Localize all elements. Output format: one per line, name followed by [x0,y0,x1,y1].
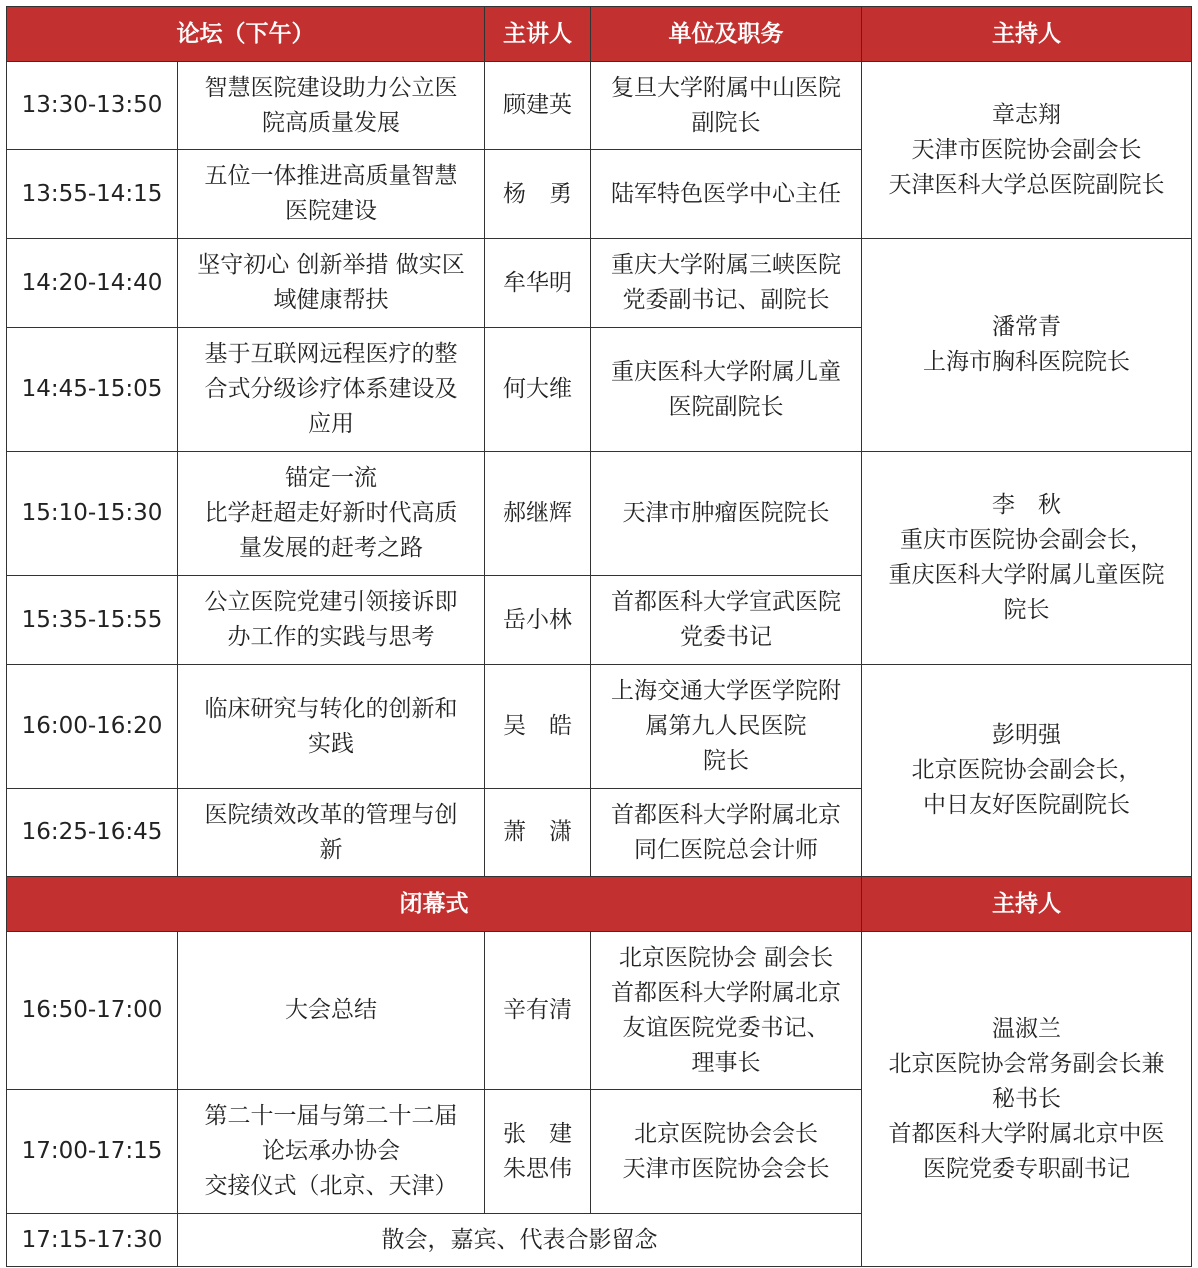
speaker-cell: 岳小林 [485,576,591,665]
speaker-cell: 何大维 [485,328,591,452]
table-row [7,665,1192,789]
topic-cell: 临床研究与转化的创新和 实践 [178,665,485,789]
header-forum: 论坛（下午） [7,7,485,62]
unit-cell: 上海交通大学医学院附 属第九人民医院 院长 [591,665,862,789]
table-row [7,932,1192,1090]
speaker-cell: 辛有清 [485,932,591,1090]
unit-cell: 首都医科大学宣武医院 党委书记 [591,576,862,665]
unit-cell: 复旦大学附属中山医院 副院长 [591,62,862,150]
topic-cell: 基于互联网远程医疗的整 合式分级诊疗体系建设及 应用 [178,328,485,452]
time-cell: 13:55-14:15 [7,150,178,239]
unit-cell: 北京医院协会 副会长 首都医科大学附属北京 友谊医院党委书记、 理事长 [591,932,862,1090]
topic-cell: 坚守初心 创新举措 做实区 域健康帮扶 [178,239,485,328]
table-row [7,452,1192,576]
table-row [7,62,1192,150]
closing-title: 闭幕式 [7,877,862,932]
topic-cell: 智慧医院建设助力公立医 院高质量发展 [178,62,485,150]
speaker-cell: 杨 勇 [485,150,591,239]
unit-cell: 陆军特色医学中心主任 [591,150,862,239]
topic-cell: 医院绩效改革的管理与创 新 [178,789,485,877]
header-unit: 单位及职务 [591,7,862,62]
header-host: 主持人 [862,7,1192,62]
unit-cell: 首都医科大学附属北京 同仁医院总会计师 [591,789,862,877]
speaker-cell: 吴 皓 [485,665,591,789]
time-cell: 16:00-16:20 [7,665,178,789]
unit-cell: 北京医院协会会长 天津市医院协会会长 [591,1090,862,1214]
time-cell: 14:20-14:40 [7,239,178,328]
host-cell: 潘常青 上海市胸科医院院长 [862,239,1192,452]
time-cell: 16:50-17:00 [7,932,178,1090]
topic-cell: 大会总结 [178,932,485,1090]
topic-cell: 锚定一流 比学赶超走好新时代高质 量发展的赶考之路 [178,452,485,576]
time-cell: 17:15-17:30 [7,1214,178,1267]
time-cell: 17:00-17:15 [7,1090,178,1214]
topic-cell: 公立医院党建引领接诉即 办工作的实践与思考 [178,576,485,665]
host-cell: 彭明强 北京医院协会副会长， 中日友好医院副院长 [862,665,1192,877]
table-row [7,239,1192,328]
header-speaker: 主讲人 [485,7,591,62]
speaker-cell: 顾建英 [485,62,591,150]
time-cell: 13:30-13:50 [7,62,178,150]
host-cell: 温淑兰 北京医院协会常务副会长兼 秘书长 首都医科大学附属北京中医 医院党委专职副书记 [862,932,1192,1267]
final-note-cell: 散会，嘉宾、代表合影留念 [178,1214,862,1267]
closing-header-row [7,877,1192,932]
speaker-cell: 郝继辉 [485,452,591,576]
unit-cell: 天津市肿瘤医院院长 [591,452,862,576]
host-cell: 李 秋 重庆市医院协会副会长， 重庆医科大学附属儿童医院 院长 [862,452,1192,665]
time-cell: 15:35-15:55 [7,576,178,665]
host-cell: 章志翔 天津市医院协会副会长 天津医科大学总医院副院长 [862,62,1192,239]
time-cell: 15:10-15:30 [7,452,178,576]
speaker-cell: 牟华明 [485,239,591,328]
header-row [7,7,1192,62]
speaker-cell: 张 建 朱思伟 [485,1090,591,1214]
closing-host-label: 主持人 [862,877,1192,932]
topic-cell: 五位一体推进高质量智慧 医院建设 [178,150,485,239]
unit-cell: 重庆大学附属三峡医院 党委副书记、副院长 [591,239,862,328]
time-cell: 16:25-16:45 [7,789,178,877]
speaker-cell: 萧 潇 [485,789,591,877]
topic-cell: 第二十一届与第二十二届 论坛承办协会 交接仪式（北京、天津） [178,1090,485,1214]
agenda-table [6,6,1192,1267]
unit-cell: 重庆医科大学附属儿童 医院副院长 [591,328,862,452]
time-cell: 14:45-15:05 [7,328,178,452]
